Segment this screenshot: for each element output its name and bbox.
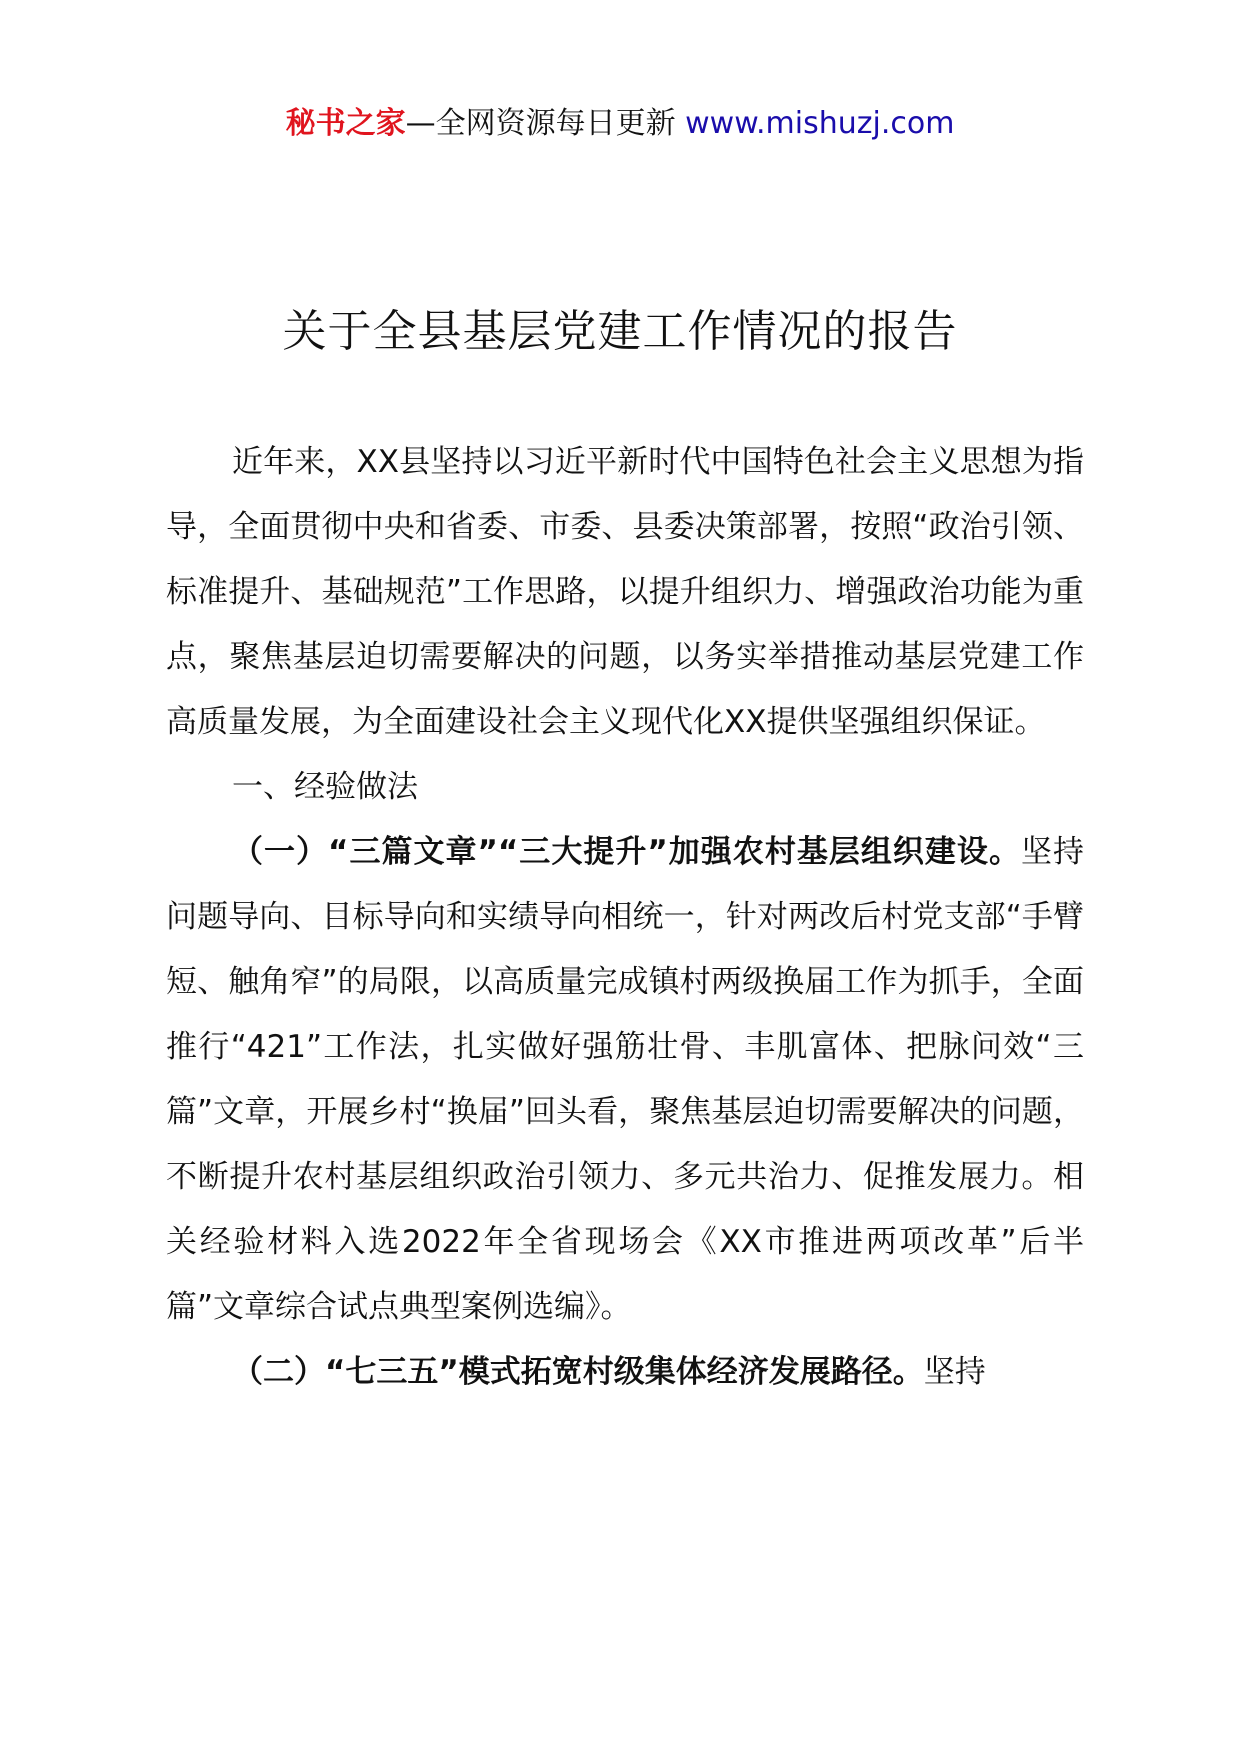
- site-tagline: —全网资源每日更新: [405, 106, 676, 141]
- item-1-text: 坚持问题导向、目标导向和实绩导向相统一，针对两改后村党支部“手臂短、触角窄”的局限，以高质量完成镇村两级换届工作为抓手，全面推行“421”工作法，扎实做好强筋壮骨、丰肌富体、把脉问效“三篇”文章，开展乡村“换届”回头看，聚焦基层迫切需要解决的问题，不断提升农村基层组织政治引领力、多元共治力、促推发展力。相关经验材料入选2022年全省现场会《XX市推进两项改革”后半篇”文章综合试点典型案例选编》。: [166, 834, 1085, 1325]
- item-2-paragraph: [166, 1340, 1084, 1405]
- item-2-text: 坚持: [923, 1354, 986, 1390]
- site-header: [0, 102, 1240, 146]
- intro-paragraph: 近年来，XX县坚持以习近平新时代中国特色社会主义思想为指导，全面贯彻中央和省委、市委、县委决策部署，按照“政治引领、标准提升、基础规范”工作思路，以提升组织力、增强政治功能为重点，聚焦基层迫切需要解决的问题，以务实举措推动基层党建工作高质量发展，为全面建设社会主义现代化XX提供坚强组织保证。: [166, 444, 1084, 740]
- document-body: [166, 430, 1084, 1405]
- item-2-lead: （二）“七三五”模式拓宽村级集体经济发展路径。: [232, 1354, 924, 1390]
- item-1-lead: （一）“三篇文章”“三大提升”加强农村基层组织建设。: [232, 834, 1021, 870]
- site-url-link[interactable]: www.mishuzj.com: [685, 106, 955, 141]
- section-heading: 一、经验做法: [232, 769, 418, 805]
- item-1-paragraph: [166, 820, 1084, 1340]
- site-brand: 秘书之家: [285, 106, 406, 141]
- document-title: 关于全县基层党建工作情况的报告: [282, 306, 958, 357]
